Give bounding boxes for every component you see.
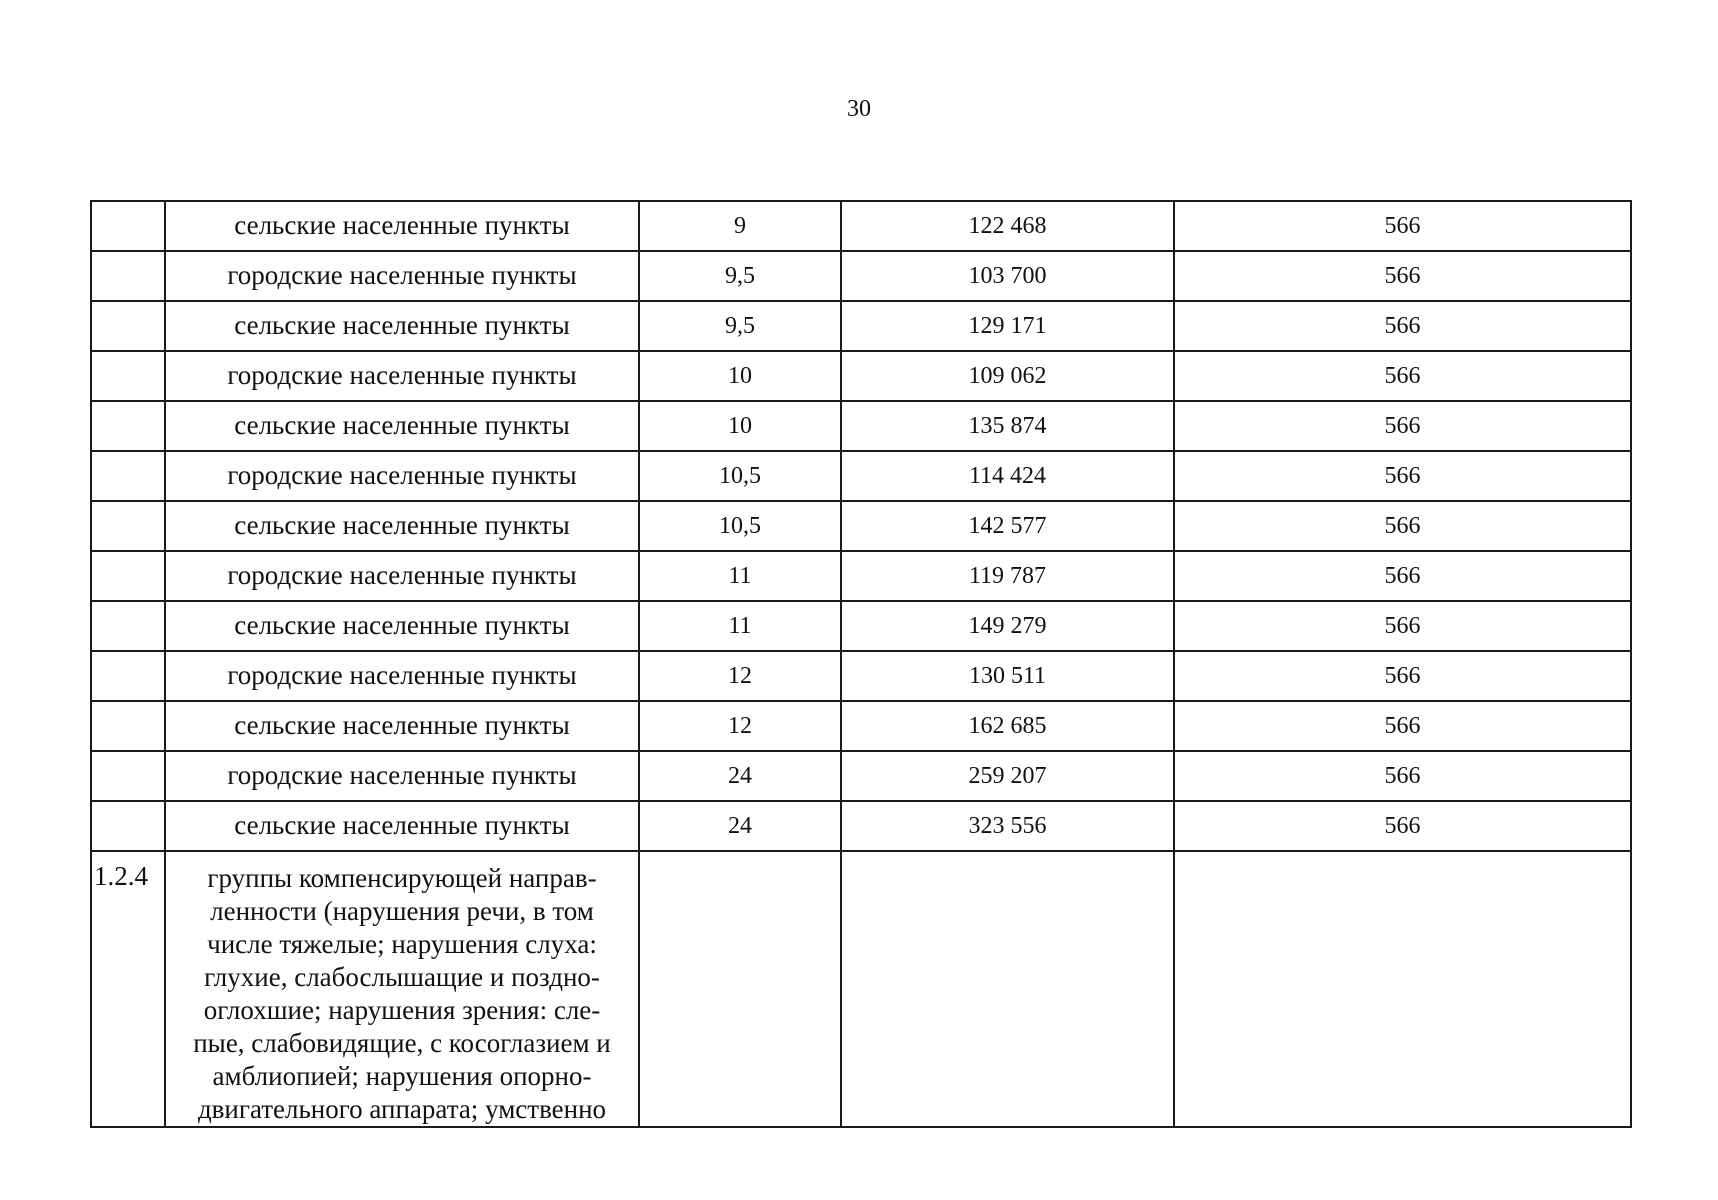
settlement-type-cell: сельские населенные пункты xyxy=(165,801,639,851)
amount-cell: 142 577 xyxy=(841,501,1174,551)
value-cell: 566 xyxy=(1174,351,1631,401)
value-cell: 566 xyxy=(1174,651,1631,701)
value-cell: 566 xyxy=(1174,201,1631,251)
code-cell xyxy=(91,601,165,651)
amount-cell: 259 207 xyxy=(841,751,1174,801)
hours-cell: 9 xyxy=(639,201,841,251)
table-row xyxy=(91,451,1631,501)
settlement-type-cell: сельские населенные пункты xyxy=(165,601,639,651)
amount-cell xyxy=(841,851,1174,1127)
description-line: двигательного аппарата; умственно xyxy=(197,1094,607,1124)
value-cell: 566 xyxy=(1174,451,1631,501)
code-cell xyxy=(91,751,165,801)
section-description-cell xyxy=(165,851,639,1127)
section-row-1-2-4 xyxy=(91,851,1631,1127)
amount-cell: 122 468 xyxy=(841,201,1174,251)
amount-cell: 109 062 xyxy=(841,351,1174,401)
code-cell xyxy=(91,701,165,751)
settlement-type-cell: городские населенные пункты xyxy=(165,751,639,801)
settlement-type-cell: сельские населенные пункты xyxy=(165,701,639,751)
description-line: оглохшие; нарушения зрения: сле- xyxy=(203,995,601,1025)
code-cell xyxy=(91,451,165,501)
table-row xyxy=(91,601,1631,651)
section-code-cell: 1.2.4 xyxy=(91,851,165,1127)
value-cell xyxy=(1174,851,1631,1127)
settlement-type-cell: сельские населенные пункты xyxy=(165,201,639,251)
value-cell: 566 xyxy=(1174,751,1631,801)
settlement-type-cell: городские населенные пункты xyxy=(165,651,639,701)
description-line: числе тяжелые; нарушения слуха: xyxy=(207,929,597,959)
value-cell: 566 xyxy=(1174,701,1631,751)
hours-cell: 10,5 xyxy=(639,501,841,551)
code-cell xyxy=(91,401,165,451)
settlement-type-cell: городские населенные пункты xyxy=(165,351,639,401)
section-description xyxy=(172,862,632,1126)
hours-cell: 12 xyxy=(639,651,841,701)
amount-cell: 130 511 xyxy=(841,651,1174,701)
hours-cell: 24 xyxy=(639,801,841,851)
tariff-table-body xyxy=(91,201,1631,1127)
settlement-type-cell: городские населенные пункты xyxy=(165,551,639,601)
code-cell xyxy=(91,201,165,251)
value-cell: 566 xyxy=(1174,801,1631,851)
table-row xyxy=(91,351,1631,401)
value-cell: 566 xyxy=(1174,401,1631,451)
hours-cell: 9,5 xyxy=(639,251,841,301)
value-cell: 566 xyxy=(1174,501,1631,551)
settlement-type-cell: городские населенные пункты xyxy=(165,451,639,501)
amount-cell: 103 700 xyxy=(841,251,1174,301)
table-row xyxy=(91,501,1631,551)
table-row xyxy=(91,401,1631,451)
value-cell: 566 xyxy=(1174,551,1631,601)
hours-cell: 12 xyxy=(639,701,841,751)
hours-cell: 24 xyxy=(639,751,841,801)
hours-cell: 10 xyxy=(639,351,841,401)
amount-cell: 135 874 xyxy=(841,401,1174,451)
hours-cell xyxy=(639,851,841,1127)
table-row xyxy=(91,801,1631,851)
description-line: глухие, слабослышащие и поздно- xyxy=(204,962,600,992)
code-cell xyxy=(91,501,165,551)
code-cell xyxy=(91,651,165,701)
settlement-type-cell: сельские населенные пункты xyxy=(165,401,639,451)
code-cell xyxy=(91,551,165,601)
code-cell xyxy=(91,351,165,401)
hours-cell: 11 xyxy=(639,601,841,651)
amount-cell: 162 685 xyxy=(841,701,1174,751)
amount-cell: 149 279 xyxy=(841,601,1174,651)
amount-cell: 119 787 xyxy=(841,551,1174,601)
hours-cell: 11 xyxy=(639,551,841,601)
hours-cell: 10 xyxy=(639,401,841,451)
code-cell xyxy=(91,251,165,301)
description-line: пые, слабовидящие, с косоглазием и xyxy=(193,1028,611,1058)
code-cell xyxy=(91,301,165,351)
settlement-type-cell: сельские населенные пункты xyxy=(165,301,639,351)
settlement-type-cell: сельские населенные пункты xyxy=(165,501,639,551)
table-row xyxy=(91,251,1631,301)
hours-cell: 10,5 xyxy=(639,451,841,501)
table-row xyxy=(91,651,1631,701)
page-number: 30 xyxy=(847,96,871,122)
table-row xyxy=(91,201,1631,251)
amount-cell: 129 171 xyxy=(841,301,1174,351)
table-row xyxy=(91,751,1631,801)
description-line: группы компенсирующей направ- xyxy=(207,863,597,893)
amount-cell: 323 556 xyxy=(841,801,1174,851)
table-row xyxy=(91,551,1631,601)
value-cell: 566 xyxy=(1174,301,1631,351)
code-cell xyxy=(91,801,165,851)
amount-cell: 114 424 xyxy=(841,451,1174,501)
value-cell: 566 xyxy=(1174,601,1631,651)
value-cell: 566 xyxy=(1174,251,1631,301)
tariff-table xyxy=(90,200,1632,1128)
hours-cell: 9,5 xyxy=(639,301,841,351)
table-row xyxy=(91,301,1631,351)
description-line: амблиопией; нарушения опорно- xyxy=(212,1061,592,1091)
description-line: ленности (нарушения речи, в том xyxy=(210,896,594,926)
table-row xyxy=(91,701,1631,751)
settlement-type-cell: городские населенные пункты xyxy=(165,251,639,301)
